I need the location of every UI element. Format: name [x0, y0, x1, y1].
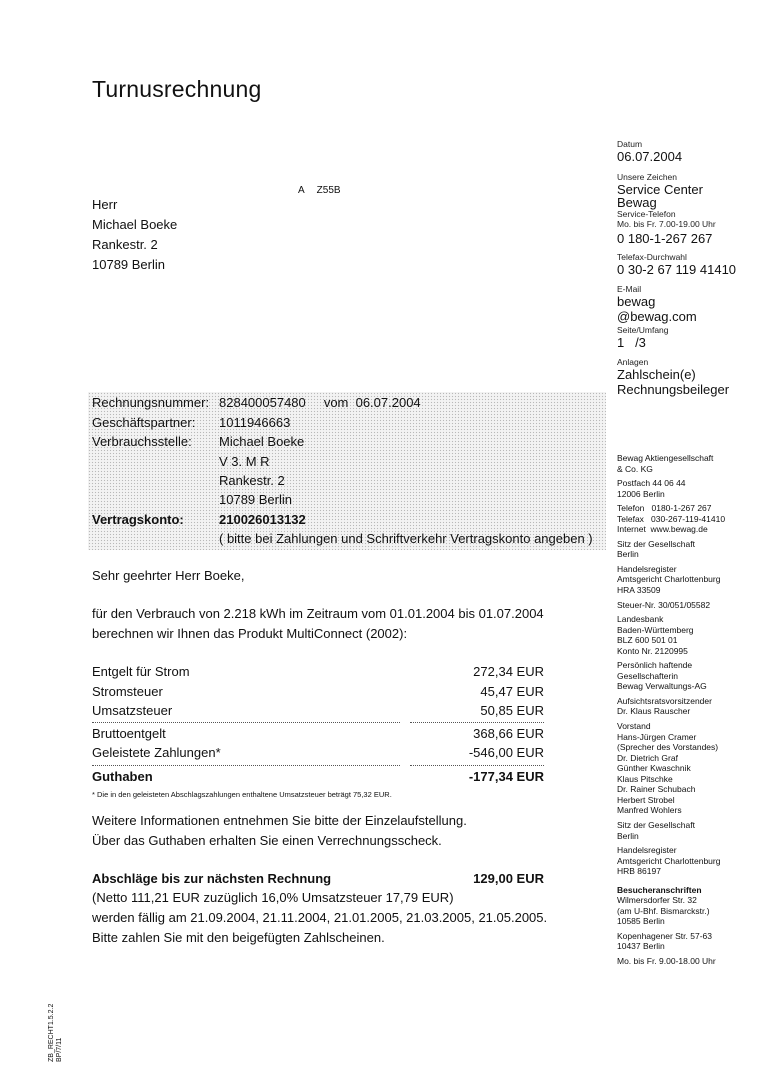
address-line: Rankestr. 2	[92, 237, 158, 252]
company-line: Mo. bis Fr. 9.00-18.00 Uhr	[617, 955, 716, 966]
anlagen-value: Zahlschein(e)	[617, 367, 696, 382]
zeichen-label: Unsere Zeichen	[617, 172, 678, 182]
amount-value: 50,85 EUR	[480, 703, 544, 718]
zeichen-value: Bewag	[617, 195, 657, 210]
company-line: Postfach 44 06 44	[617, 478, 686, 489]
verbrauch-line: Michael Boeke	[219, 434, 305, 449]
company-line: Günther Kwaschnik	[617, 763, 691, 774]
abschlag-line: Bitte zahlen Sie mit den beigefügten Zahlscheinen.	[92, 930, 385, 945]
company-line: Telefax 030-267-119-41410	[617, 513, 726, 524]
amount-label: Bruttoentgelt	[92, 726, 166, 741]
datum-value: 06.07.2004	[617, 149, 683, 164]
form-code-line: BP/7/11	[56, 1037, 63, 1062]
company-info	[617, 453, 725, 967]
company-line: 10585 Berlin	[617, 916, 665, 927]
code-mark: A	[298, 185, 305, 196]
company-line: 10437 Berlin	[617, 941, 665, 952]
anlagen-label: Anlagen	[617, 357, 649, 367]
company-line: Amtsgericht Charlottenburg	[617, 574, 721, 585]
company-line: Berlin	[617, 830, 639, 841]
company-line: Manfred Wohlers	[617, 805, 682, 816]
zeichen-block	[617, 172, 716, 246]
verbrauch-label: Verbrauchsstelle:	[92, 434, 192, 449]
seite-value: 1 /3	[617, 335, 646, 350]
company-line: Internet www.bewag.de	[617, 524, 708, 535]
company-line: BLZ 600 501 01	[617, 635, 678, 646]
abschlag-label: Abschläge bis zur nächsten Rechnung	[92, 871, 332, 886]
company-line: (am U-Bhf. Bismarckstr.)	[617, 905, 710, 916]
fax-block	[617, 252, 736, 277]
company-line: (Sprecher des Vorstandes)	[617, 742, 719, 753]
form-code	[48, 1004, 64, 1062]
company-line: Wilmersdorfer Str. 32	[617, 895, 697, 906]
amount-row	[92, 745, 544, 765]
company-line: Gesellschafterin	[617, 670, 678, 681]
amount-row	[92, 664, 544, 684]
company-line: Steuer-Nr. 30/051/05582	[617, 599, 711, 610]
address-line: 10789 Berlin	[92, 257, 165, 272]
info-line: Über das Guthaben erhalten Sie einen Verrechnungsscheck.	[92, 833, 442, 848]
company-line: Dr. Klaus Rauscher	[617, 706, 691, 717]
recipient-address	[92, 195, 177, 275]
vertragskonto-label: Vertragskonto:	[92, 512, 184, 527]
amount-label: Geleistete Zahlungen*	[92, 745, 221, 760]
abschlag-line: (Netto 111,21 EUR zuzüglich 16,0% Umsatzsteuer 17,79 EUR)	[92, 890, 454, 905]
company-line: HRA 33509	[617, 585, 661, 596]
amount-value: -177,34 EUR	[468, 769, 544, 784]
company-line: Hans-Jürgen Cramer	[617, 731, 697, 742]
vertragskonto-value: 210026013132	[219, 512, 306, 527]
amount-label: Guthaben	[92, 769, 153, 784]
company-line: Herbert Strobel	[617, 794, 675, 805]
company-line: Persönlich haftende	[617, 660, 693, 671]
vertragskonto-note: ( bitte bei Zahlungen und Schriftverkehr Vertragskonto angeben )	[219, 531, 593, 546]
abschlag-row	[92, 871, 544, 891]
abschlag-amount: 129,00 EUR	[473, 871, 544, 886]
partner-value: 1011946663	[219, 415, 291, 430]
verbrauch-line: 10789 Berlin	[219, 492, 292, 507]
separator-line	[410, 722, 544, 723]
page-title: Turnusrechnung	[92, 76, 262, 102]
zeichen-value: Service Center	[617, 182, 703, 197]
separator-line	[92, 765, 400, 766]
company-line: & Co. KG	[617, 463, 653, 474]
separator-line	[410, 765, 544, 766]
company-line: Vorstand	[617, 721, 651, 732]
verbrauch-line: Rankestr. 2	[219, 473, 285, 488]
company-line: Landesbank	[617, 614, 664, 625]
info-line: Weitere Informationen entnehmen Sie bitte der Einzelaufstellung.	[92, 813, 467, 828]
company-line: Amtsgericht Charlottenburg	[617, 855, 721, 866]
intro-line: berechnen wir Ihnen das Produkt MultiConnect (2002):	[92, 626, 408, 641]
amount-row	[92, 703, 544, 723]
email-value: @bewag.com	[617, 309, 697, 324]
company-line: Dr. Rainer Schubach	[617, 784, 696, 795]
separator-line	[92, 722, 400, 723]
fax-label: Telefax-Durchwahl	[617, 252, 687, 262]
company-line: Besucheranschriften	[617, 884, 702, 895]
company-line: Aufsichtsratsvorsitzender	[617, 695, 712, 706]
seite-block	[617, 325, 669, 350]
footnote: * Die in den geleisteten Abschlagszahlungen enthaltene Umsatzsteuer beträgt 75,32 EUR.	[92, 790, 392, 799]
amount-label: Umsatzsteuer	[92, 703, 173, 718]
company-line: Klaus Pitschke	[617, 773, 673, 784]
service-tel-hours: Mo. bis Fr. 7.00-19.00 Uhr	[617, 219, 716, 229]
amount-value: -546,00 EUR	[468, 745, 544, 760]
company-line: Kopenhagener Str. 57-63	[617, 930, 712, 941]
company-line: Sitz der Gesellschaft	[617, 819, 695, 830]
amount-row-total	[92, 769, 544, 789]
company-line: Telefon 0180-1-267 267	[617, 503, 712, 514]
amount-value: 368,66 EUR	[473, 726, 544, 741]
code-mark: Z55B	[316, 185, 341, 196]
company-line: Handelsregister	[617, 845, 677, 856]
amount-value: 272,34 EUR	[473, 664, 544, 679]
company-line: HRB 86197	[617, 866, 661, 877]
service-tel-value: 0 180-1-267 267	[617, 231, 713, 246]
company-line: Handelsregister	[617, 563, 677, 574]
company-line: Konto Nr. 2120995	[617, 645, 688, 656]
datum-label: Datum	[617, 139, 643, 149]
amount-value: 45,47 EUR	[480, 684, 544, 699]
company-line: Sitz der Gesellschaft	[617, 538, 695, 549]
company-line: Baden-Württemberg	[617, 624, 694, 635]
email-label: E-Mail	[617, 284, 642, 294]
company-line: Bewag Verwaltungs-AG	[617, 681, 707, 692]
email-value: bewag	[617, 294, 656, 309]
amount-row	[92, 684, 544, 704]
amount-label: Stromsteuer	[92, 684, 163, 699]
service-tel-label: Service-Telefon	[617, 209, 676, 219]
company-line: Berlin	[617, 549, 639, 560]
anlagen-value: Rechnungsbeileger	[617, 382, 730, 397]
email-block	[617, 284, 697, 324]
company-line: 12006 Berlin	[617, 488, 665, 499]
address-line: Herr	[92, 197, 118, 212]
address-line: Michael Boeke	[92, 217, 178, 232]
intro-line: für den Verbrauch von 2.218 kWh im Zeitraum vom 01.01.2004 bis 01.07.2004	[92, 606, 544, 621]
company-line: Dr. Dietrich Graf	[617, 752, 678, 763]
anlagen-block	[617, 357, 729, 397]
company-line: Bewag Aktiengesellschaft	[617, 453, 714, 463]
rechnungsnummer-value: 828400057480 vom 06.07.2004	[219, 395, 421, 410]
datum-block	[617, 139, 682, 164]
amount-row	[92, 726, 544, 746]
verbrauch-line: V 3. M R	[219, 454, 270, 469]
salutation: Sehr geehrter Herr Boeke,	[92, 568, 245, 583]
abschlag-line: werden fällig am 21.09.2004, 21.11.2004, 21.01.2005, 21.03.2005, 21.05.2005.	[92, 910, 548, 925]
rechnungsnummer-label: Rechnungsnummer:	[92, 395, 210, 410]
fax-value: 0 30-2 67 119 41410	[617, 262, 737, 277]
form-code-line: ZB_RECHT1.5.2.2	[48, 1003, 55, 1062]
partner-label: Geschäftspartner:	[92, 415, 196, 430]
routing-code	[298, 185, 341, 196]
seite-label: Seite/Umfang	[617, 325, 669, 335]
amount-label: Entgelt für Strom	[92, 664, 190, 679]
